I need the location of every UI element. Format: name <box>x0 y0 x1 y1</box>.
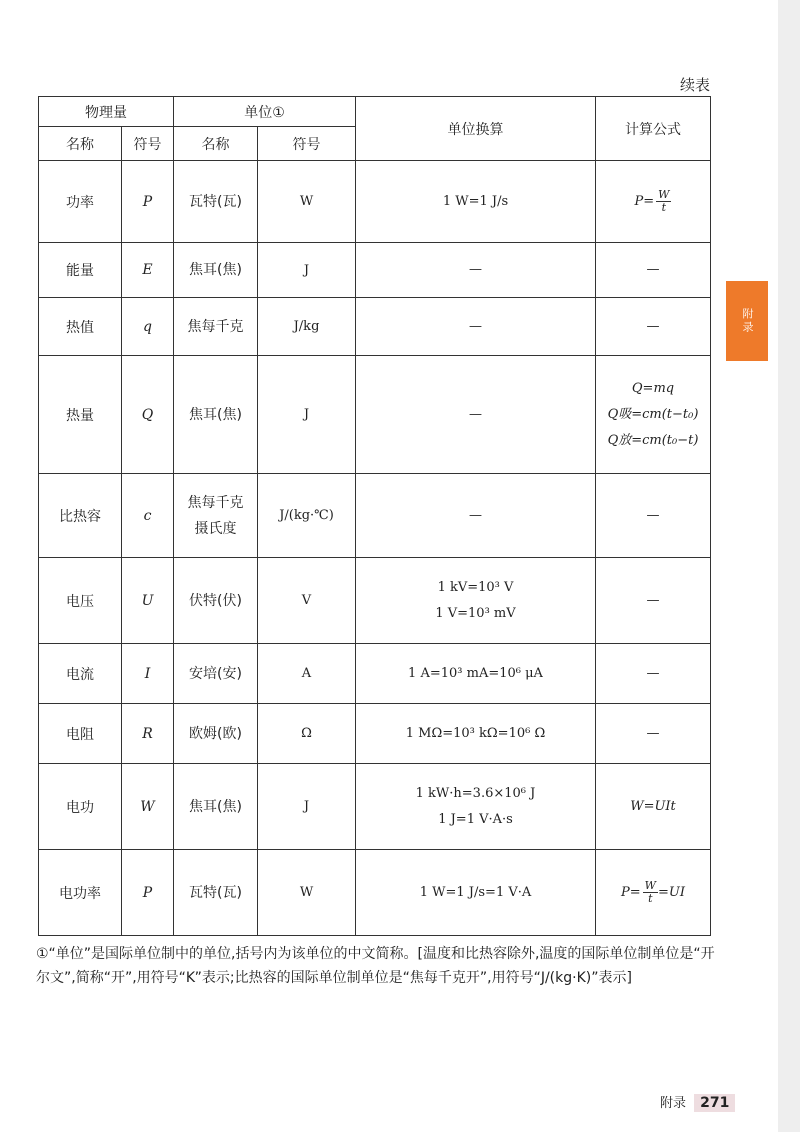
unit-conversion <box>356 243 596 298</box>
table-row <box>39 558 711 644</box>
fraction <box>656 189 671 214</box>
unit-symbol: J/kg <box>258 298 356 356</box>
unit-conversion <box>356 704 596 764</box>
table-row <box>39 356 711 474</box>
conversion-line: 1 W=1 J/s=1 V·A <box>419 884 532 900</box>
conversion-line: 1 V=10³ mV <box>435 605 516 621</box>
unit-symbol: V <box>258 558 356 644</box>
unit-name: 焦耳(焦) <box>174 356 258 474</box>
unit-conversion <box>356 474 596 558</box>
formula-line: — <box>646 665 660 681</box>
fraction-numerator: W <box>644 879 656 892</box>
quantity-name: 功率 <box>39 161 122 243</box>
table-row <box>39 298 711 356</box>
unit-symbol: W <box>258 161 356 243</box>
fraction-denominator: t <box>661 201 667 214</box>
units-table <box>38 96 711 936</box>
page-number: 271 <box>694 1094 735 1112</box>
unit-conversion <box>356 644 596 704</box>
unit-name: 焦耳(焦) <box>174 764 258 850</box>
formula <box>596 850 711 936</box>
unit-name: 焦每千克 摄氏度 <box>174 474 258 558</box>
formula-line: — <box>646 262 660 277</box>
unit-conversion <box>356 298 596 356</box>
unit-conversion <box>356 356 596 474</box>
footer-section: 附录 <box>660 1096 687 1111</box>
conversion-line: — <box>469 318 482 334</box>
quantity-name: 比热容 <box>39 474 122 558</box>
page-footer <box>660 1092 735 1112</box>
table-row <box>39 474 711 558</box>
fraction-numerator: W <box>658 188 670 201</box>
quantity-name: 电功 <box>39 764 122 850</box>
unit-name: 瓦特(瓦) <box>174 850 258 936</box>
header-unit-symbol: 符号 <box>258 127 356 161</box>
conversion-line: 1 kW·h=3.6×10⁶ J <box>415 785 536 801</box>
conversion-line: 1 W=1 J/s <box>442 193 509 209</box>
conversion-line: 1 J=1 V·A·s <box>438 811 513 827</box>
unit-name: 瓦特(瓦) <box>174 161 258 243</box>
header-quantity: 物理量 <box>39 97 174 127</box>
fraction <box>643 880 658 905</box>
quantity-symbol: c <box>122 474 174 558</box>
unit-name: 欧姆(欧) <box>174 704 258 764</box>
unit-symbol: W <box>258 850 356 936</box>
unit-symbol: A <box>258 644 356 704</box>
formula <box>596 356 711 474</box>
conversion-line: — <box>469 262 482 277</box>
unit-conversion <box>356 161 596 243</box>
header-unit-name: 名称 <box>174 127 258 161</box>
unit-name: 伏特(伏) <box>174 558 258 644</box>
quantity-name: 电功率 <box>39 850 122 936</box>
formula-line: — <box>646 725 660 741</box>
table-row <box>39 764 711 850</box>
formula-line: Q=mq <box>631 380 675 396</box>
unit-name: 安培(安) <box>174 644 258 704</box>
unit-symbol: J <box>258 356 356 474</box>
unit-symbol: Ω <box>258 704 356 764</box>
quantity-symbol: W <box>122 764 174 850</box>
footnote: ①“单位”是国际单位制中的单位,括号内为该单位的中文简称。[温度和比热容除外,温度的国际单位制单位是“开尔文”,简称“开”,用符号“K”表示;比热容的国际单位制单位是“焦每千克开”,用符号“J/(kg·K)”表示] <box>36 946 715 986</box>
formula-suffix: =UI <box>657 885 685 900</box>
unit-symbol: J <box>258 243 356 298</box>
formula-line: — <box>646 592 660 608</box>
fraction-denominator: t <box>648 892 653 905</box>
formula-line: — <box>646 318 660 334</box>
quantity-name: 能量 <box>39 243 122 298</box>
formula <box>596 558 711 644</box>
conversion-line: 1 MΩ=10³ kΩ=10⁶ Ω <box>405 725 546 741</box>
table-row <box>39 644 711 704</box>
quantity-symbol: R <box>122 704 174 764</box>
table-row <box>39 850 711 936</box>
unit-conversion <box>356 558 596 644</box>
continued-label: 续表 <box>679 76 710 94</box>
formula <box>596 243 711 298</box>
formula-line: Q吸=cm(t−t₀) <box>607 406 699 422</box>
conversion-line: — <box>469 507 482 523</box>
unit-conversion <box>356 850 596 936</box>
formula <box>596 764 711 850</box>
header-symbol: 符号 <box>122 127 174 161</box>
conversion-line: 1 A=10³ mA=10⁶ μA <box>408 665 543 681</box>
quantity-symbol: U <box>122 558 174 644</box>
formula <box>596 474 711 558</box>
quantity-name: 电流 <box>39 644 122 704</box>
quantity-symbol: q <box>122 298 174 356</box>
formula-prefix: P= <box>621 885 641 900</box>
header-unit: 单位① <box>174 97 356 127</box>
table-row <box>39 704 711 764</box>
page-edge <box>778 0 800 1132</box>
quantity-symbol: E <box>122 243 174 298</box>
formula <box>596 161 711 243</box>
conversion-line: — <box>469 406 482 422</box>
header-formula: 计算公式 <box>596 97 711 161</box>
header-name: 名称 <box>39 127 122 161</box>
formula <box>596 704 711 764</box>
quantity-name: 热值 <box>39 298 122 356</box>
unit-symbol: J/(kg·℃) <box>258 474 356 558</box>
quantity-name: 电压 <box>39 558 122 644</box>
quantity-symbol: Q <box>122 356 174 474</box>
formula <box>596 298 711 356</box>
quantity-name: 热量 <box>39 356 122 474</box>
formula-line: — <box>646 507 660 523</box>
quantity-symbol: P <box>122 161 174 243</box>
appendix-side-tab[interactable]: 附录 <box>726 281 768 361</box>
conversion-line: 1 kV=10³ V <box>437 579 514 595</box>
formula <box>596 644 711 704</box>
quantity-symbol: P <box>122 850 174 936</box>
header-conversion: 单位换算 <box>356 97 596 161</box>
formula-prefix: P= <box>634 194 655 209</box>
quantity-symbol: I <box>122 644 174 704</box>
table-row <box>39 161 711 243</box>
unit-symbol: J <box>258 764 356 850</box>
unit-conversion <box>356 764 596 850</box>
table-row <box>39 243 711 298</box>
unit-name: 焦每千克 <box>174 298 258 356</box>
unit-name: 焦耳(焦) <box>174 243 258 298</box>
quantity-name: 电阻 <box>39 704 122 764</box>
formula-line: Q放=cm(t₀−t) <box>607 432 699 448</box>
formula-line: W=UIt <box>630 798 676 814</box>
